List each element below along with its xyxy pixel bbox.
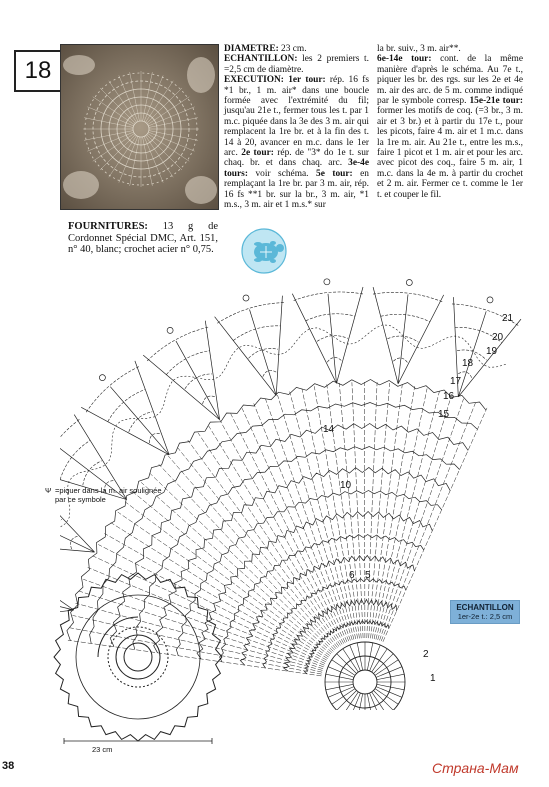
round-stitch [343, 692, 359, 710]
round-label-15: 15 [438, 409, 450, 420]
watermark: Страна-Мам [432, 760, 519, 776]
schematic-ring [76, 595, 200, 719]
doily-photo-image [61, 45, 218, 209]
picot [99, 375, 105, 381]
stitch-column [278, 395, 353, 640]
round-label-19: 19 [486, 346, 498, 357]
instruction-heading: ECHANTILLON: [224, 54, 298, 65]
instruction-heading: 15e-21e tour: [469, 96, 523, 107]
shell-motif [373, 287, 444, 384]
instruction-heading: 6e-14e tour: [377, 54, 432, 65]
instruction-text: 23 cm. [278, 44, 307, 54]
round-label-17: 17 [450, 376, 462, 387]
instructions-column-2 [377, 44, 523, 200]
picot [406, 280, 412, 286]
shell-motif [143, 321, 219, 420]
echantillon-text: 1er-2e t.: 2,5 cm [457, 612, 513, 621]
schematic-ring [124, 643, 152, 671]
round-label-5: 5 [365, 570, 371, 581]
instruction-heading: DIAMETRE: [224, 44, 279, 54]
round-label-16: 16 [443, 391, 455, 402]
round-stitch [372, 692, 388, 710]
round-label-20: 20 [492, 332, 504, 343]
dimension-label: 23 cm [92, 745, 113, 754]
center-ring [353, 670, 377, 694]
stitch-column [254, 403, 352, 641]
materials-text: 13 g de Cordonnet Spécial DMC, Art. 151, n° 40, blanc; crochet acier n° 0,75. [68, 221, 218, 255]
schematic-arc [98, 617, 138, 657]
stitch-column [327, 384, 360, 638]
round-stitch [337, 654, 357, 674]
shell-motif [292, 287, 363, 383]
round-stitch [337, 690, 357, 710]
round-label-21: 21 [502, 313, 514, 324]
echantillon-box [450, 600, 520, 624]
stitch-column [378, 395, 452, 640]
echantillon-title: ECHANTILLON [456, 603, 514, 612]
round-label-14: 14 [323, 424, 335, 435]
round-label-1: 1 [430, 673, 436, 684]
round-stitch [373, 654, 393, 674]
instruction-heading: EXECUTION: 1er tour: [224, 75, 326, 86]
instruction-heading: 2e tour: [241, 148, 274, 159]
doily-photo [60, 44, 219, 210]
picot [243, 295, 249, 301]
instruction-text: rép. 16 fs *1 br., 1 m. air* dans une boucle formée avec l'extrémité du fil; jusqu'au 21e t., fermer tous les t. par 1 m.c. piquée dans la 3e des 3 m. air qui remplacent la 1re br. et à la fin des t. 14 à 20, avancer en m.c. dans le 1er arc. [224, 75, 369, 159]
symbol-legend [45, 487, 175, 504]
legend-text-2: par ce symbole [55, 494, 106, 504]
page-number: 38 [2, 760, 15, 772]
doily-shape-schematic [44, 565, 244, 755]
legend-text-1: =piquer dans la m. air soulignée [55, 486, 162, 495]
legend-symbol: Ψ [45, 486, 52, 495]
instruction-text: en remplaçant la 1re br. par 3 m. air, rép. 16 fs **1 br. sur la br., 3 m. air, *1 m.s., 3 m. air et 1 m.s.* sur [224, 168, 369, 211]
schematic-outline [54, 573, 222, 741]
instruction-text: voir schéma. [247, 168, 316, 179]
round-stitch [373, 690, 393, 710]
chain-arc [60, 519, 62, 547]
instruction-text: rép. de "3* do 1e t. sur chaq. br. et dans chaq. arc. [224, 148, 370, 169]
chain-arc [60, 419, 79, 474]
instruction-heading: 5e tour: [316, 168, 353, 179]
round-arc [263, 579, 406, 669]
pattern-number: 18 [14, 50, 62, 92]
round-label-10: 10 [340, 480, 352, 491]
stitch-column [339, 383, 361, 638]
round-label-2: 2 [423, 649, 429, 660]
instruction-text: la br. suiv., 3 m. air**. [377, 44, 461, 54]
stitch-column [352, 382, 363, 638]
instruction-heading: 3e-4e tours: [224, 158, 369, 179]
instructions-column-1 [224, 44, 369, 211]
stitch-column [314, 386, 357, 638]
round-label-6: 6 [349, 570, 355, 581]
schematic-ring [116, 635, 160, 679]
round-arc [220, 535, 424, 662]
instruction-text: former les motifs de coq. (=3 br., 3 m. air et 3 br.) et à partir du 17e t., pour les picots, faire 4 m. air et 1 m.c. dans la 1re m. air. Au 21e t., entre les m.s., faire 1 picot et 1 m. air et pour les arc. avec picot des coq., faire 5 m. air, 1 m.c. dans la 4e m. à partir du crochet et 2 m. air. Fermer ce t. comme le 1er t. et couper le fil. [377, 106, 523, 200]
instruction-text: cont. de la même manière d'après le schéma. Au 7e t., piquer les br. des rgs. sur les 2e et 4e m. air des arc. de 5 m. comme indiqué par le symbole corresp. [377, 54, 523, 107]
shell-motif [81, 361, 169, 455]
schematic-ring [108, 627, 168, 687]
materials-label: FOURNITURES: [68, 221, 148, 232]
round-label-18: 18 [462, 358, 474, 369]
picot [324, 279, 330, 285]
instruction-text: les 2 premiers t. =2,5 cm de diamètre. [224, 54, 369, 75]
picot [167, 327, 173, 333]
picot [487, 297, 493, 303]
